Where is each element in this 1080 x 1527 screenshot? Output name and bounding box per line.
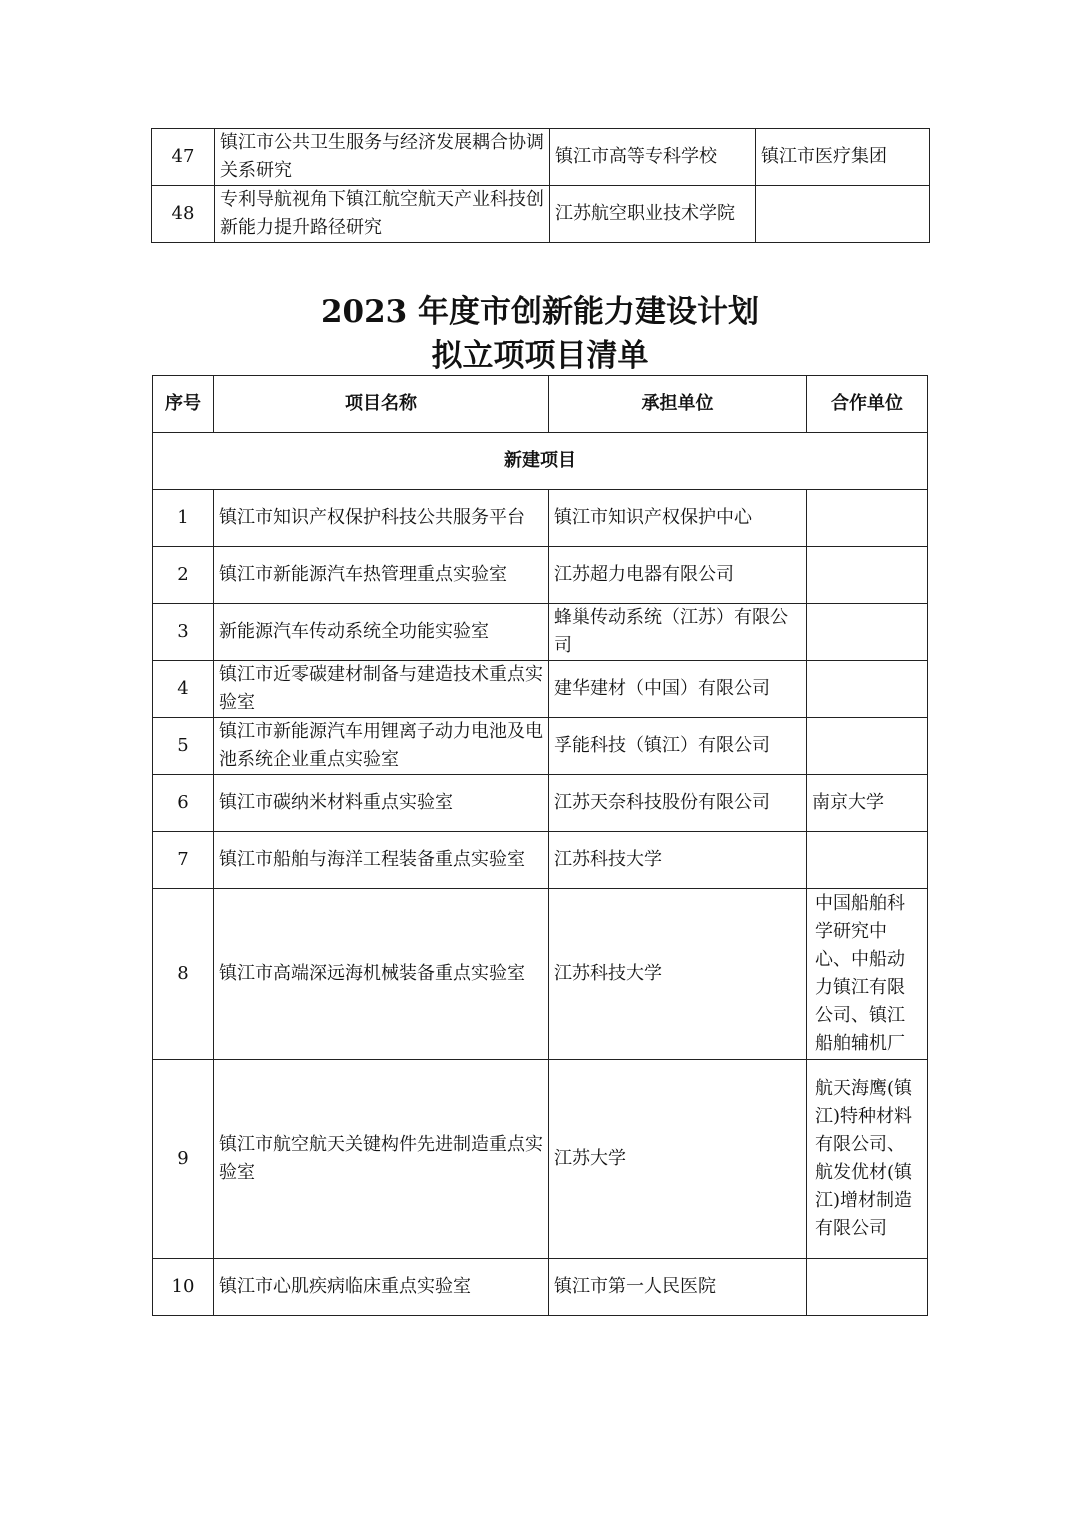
previous-page-table bbox=[151, 128, 930, 243]
section-row bbox=[153, 433, 928, 490]
lead-unit: 江苏天奈科技股份有限公司 bbox=[549, 775, 807, 832]
lead-unit: 江苏超力电器有限公司 bbox=[549, 547, 807, 604]
row-number: 5 bbox=[153, 718, 214, 775]
row-number: 6 bbox=[153, 775, 214, 832]
row-number: 4 bbox=[153, 661, 214, 718]
partner-unit bbox=[807, 490, 928, 547]
header-name: 项目名称 bbox=[214, 376, 549, 433]
table-row bbox=[153, 490, 928, 547]
project-name: 镇江市近零碳建材制备与建造技术重点实验室 bbox=[214, 661, 549, 718]
row-number: 47 bbox=[152, 129, 215, 186]
table-row bbox=[153, 889, 928, 1060]
table-row bbox=[153, 775, 928, 832]
row-number: 9 bbox=[153, 1060, 214, 1259]
section-label: 新建项目 bbox=[153, 433, 928, 490]
project-name: 专利导航视角下镇江航空航天产业科技创新能力提升路径研究 bbox=[215, 186, 550, 243]
partner-unit bbox=[807, 1259, 928, 1316]
partner-unit bbox=[807, 718, 928, 775]
table-row bbox=[152, 186, 930, 243]
project-name: 新能源汽车传动系统全功能实验室 bbox=[214, 604, 549, 661]
lead-unit: 镇江市知识产权保护中心 bbox=[549, 490, 807, 547]
row-number: 1 bbox=[153, 490, 214, 547]
table-row bbox=[153, 718, 928, 775]
header-unit: 承担单位 bbox=[549, 376, 807, 433]
title-line-2: 拟立项项目清单 bbox=[431, 338, 649, 374]
lead-unit: 江苏大学 bbox=[549, 1060, 807, 1259]
row-number: 2 bbox=[153, 547, 214, 604]
row-number: 3 bbox=[153, 604, 214, 661]
partner-unit: 航天海鹰(镇江)特种材料有限公司、航发优材(镇江)增材制造有限公司 bbox=[807, 1060, 928, 1259]
project-name: 镇江市高端深远海机械装备重点实验室 bbox=[214, 889, 549, 1060]
table-row bbox=[152, 129, 930, 186]
lead-unit: 蜂巢传动系统（江苏）有限公司 bbox=[549, 604, 807, 661]
row-number: 8 bbox=[153, 889, 214, 1060]
project-name: 镇江市航空航天关键构件先进制造重点实验室 bbox=[214, 1060, 549, 1259]
row-number: 10 bbox=[153, 1259, 214, 1316]
partner-unit: 中国船舶科学研究中心、中船动力镇江有限公司、镇江船舶辅机厂 bbox=[807, 889, 928, 1060]
project-name: 镇江市新能源汽车热管理重点实验室 bbox=[214, 547, 549, 604]
partner-unit bbox=[807, 832, 928, 889]
table-row bbox=[153, 1259, 928, 1316]
project-list-table bbox=[152, 375, 928, 1316]
partner-unit bbox=[807, 547, 928, 604]
lead-unit: 江苏科技大学 bbox=[549, 832, 807, 889]
table-header-row bbox=[153, 376, 928, 433]
row-number: 48 bbox=[152, 186, 215, 243]
project-name: 镇江市知识产权保护科技公共服务平台 bbox=[214, 490, 549, 547]
project-name: 镇江市船舶与海洋工程装备重点实验室 bbox=[214, 832, 549, 889]
title-line-1: 2023 年度市创新能力建设计划 bbox=[320, 294, 760, 330]
partner-unit bbox=[807, 604, 928, 661]
lead-unit: 镇江市高等专科学校 bbox=[550, 129, 756, 186]
table-row bbox=[153, 547, 928, 604]
lead-unit: 建华建材（中国）有限公司 bbox=[549, 661, 807, 718]
row-number: 7 bbox=[153, 832, 214, 889]
header-no: 序号 bbox=[153, 376, 214, 433]
table-row bbox=[153, 604, 928, 661]
header-partner: 合作单位 bbox=[807, 376, 928, 433]
project-name: 镇江市新能源汽车用锂离子动力电池及电池系统企业重点实验室 bbox=[214, 718, 549, 775]
table-row bbox=[153, 832, 928, 889]
project-name: 镇江市公共卫生服务与经济发展耦合协调关系研究 bbox=[215, 129, 550, 186]
partner-unit bbox=[807, 661, 928, 718]
lead-unit: 镇江市第一人民医院 bbox=[549, 1259, 807, 1316]
partner-unit bbox=[756, 186, 930, 243]
lead-unit: 江苏航空职业技术学院 bbox=[550, 186, 756, 243]
partner-unit: 镇江市医疗集团 bbox=[756, 129, 930, 186]
project-name: 镇江市心肌疾病临床重点实验室 bbox=[214, 1259, 549, 1316]
partner-unit: 南京大学 bbox=[807, 775, 928, 832]
lead-unit: 江苏科技大学 bbox=[549, 889, 807, 1060]
table-row bbox=[153, 661, 928, 718]
table-row bbox=[153, 1060, 928, 1259]
lead-unit: 孚能科技（镇江）有限公司 bbox=[549, 718, 807, 775]
project-name: 镇江市碳纳米材料重点实验室 bbox=[214, 775, 549, 832]
